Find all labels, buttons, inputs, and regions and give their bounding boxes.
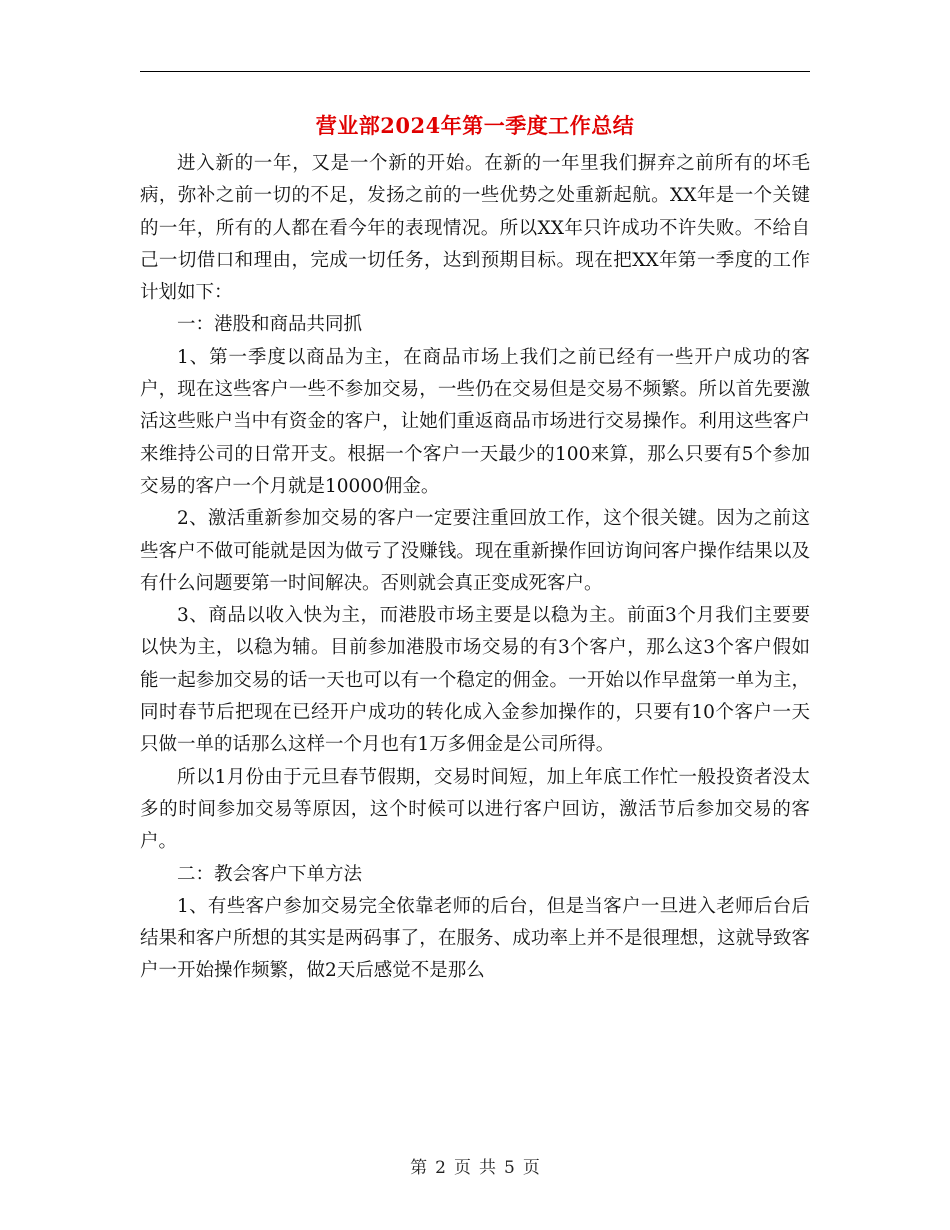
page-label: 第 [410,1158,428,1178]
section-heading-1: 一：港股和商品共同抓 [177,314,363,336]
paragraph-summary: 所以1月份由于元旦春节假期，交易时间短，加上年底工作忙一般投资者没太多的时间参加交易等原因，这个时候可以进行客户回访，激活节后参加交易的客户。 [140,766,810,853]
page-current: 2 [435,1158,446,1178]
document-body [140,148,810,988]
paragraph-item-4: 1、有些客户参加交易完全依靠老师的后台，但是当客户一旦进入老师后台后结果和客户所想的其实是两码事了，在服务、成功率上并不是很理想，这就导致客户一开始操作频繁，做2天后感觉不是那么 [140,895,810,982]
section-heading-2: 二：教会客户下单方法 [177,863,363,885]
document-title: 营业部2024年第一季度工作总结 [315,113,635,138]
paragraph-intro: 进入新的一年，又是一个新的开始。在新的一年里我们摒弃之前所有的坏毛病，弥补之前一切的不足，发扬之前的一些优势之处重新起航。XX年是一个关键的一年，所有的人都在看今年的表现情况。所以XX年只许成功不许失败。不给自己一切借口和理由，完成一切任务，达到预期目标。现在把XX年第一季度的工作计划如下： [140,153,810,304]
page-unit: 页 [454,1158,471,1178]
total-label: 共 [479,1158,496,1178]
total-unit: 页 [522,1158,540,1178]
header-rule [140,71,810,72]
page-total: 5 [504,1158,515,1178]
paragraph-item-1: 1、第一季度以商品为主，在商品市场上我们之前已经有一些开户成功的客户，现在这些客户一些不参加交易，一些仍在交易但是交易不频繁。所以首先要激活这些账户当中有资金的客户，让她们重返商品市场进行交易操作。利用这些客户来维持公司的日常开支。根据一个客户一天最少的100来算，那么只要有5个参加交易的客户一个月就是10000佣金。 [140,346,810,497]
paragraph-item-2: 2、激活重新参加交易的客户一定要注重回放工作，这个很关键。因为之前这些客户不做可能就是因为做亏了没赚钱。现在重新操作回访询问客户操作结果以及有什么问题要第一时间解决。否则就会真正变成死客户。 [140,508,810,594]
page-footer [0,1153,950,1178]
paragraph-item-3: 3、商品以收入快为主，而港股市场主要是以稳为主。前面3个月我们主要要以快为主，以稳为辅。目前参加港股市场交易的有3个客户，那么这3个客户假如能一起参加交易的话一天也可以有一个稳定的佣金。一开始以作早盘第一单为主，同时春节后把现在已经开户成功的转化成入金参加操作的，只要有10个客户一天只做一单的话那么这样一个月也有1万多佣金是公司所得。 [140,605,810,756]
